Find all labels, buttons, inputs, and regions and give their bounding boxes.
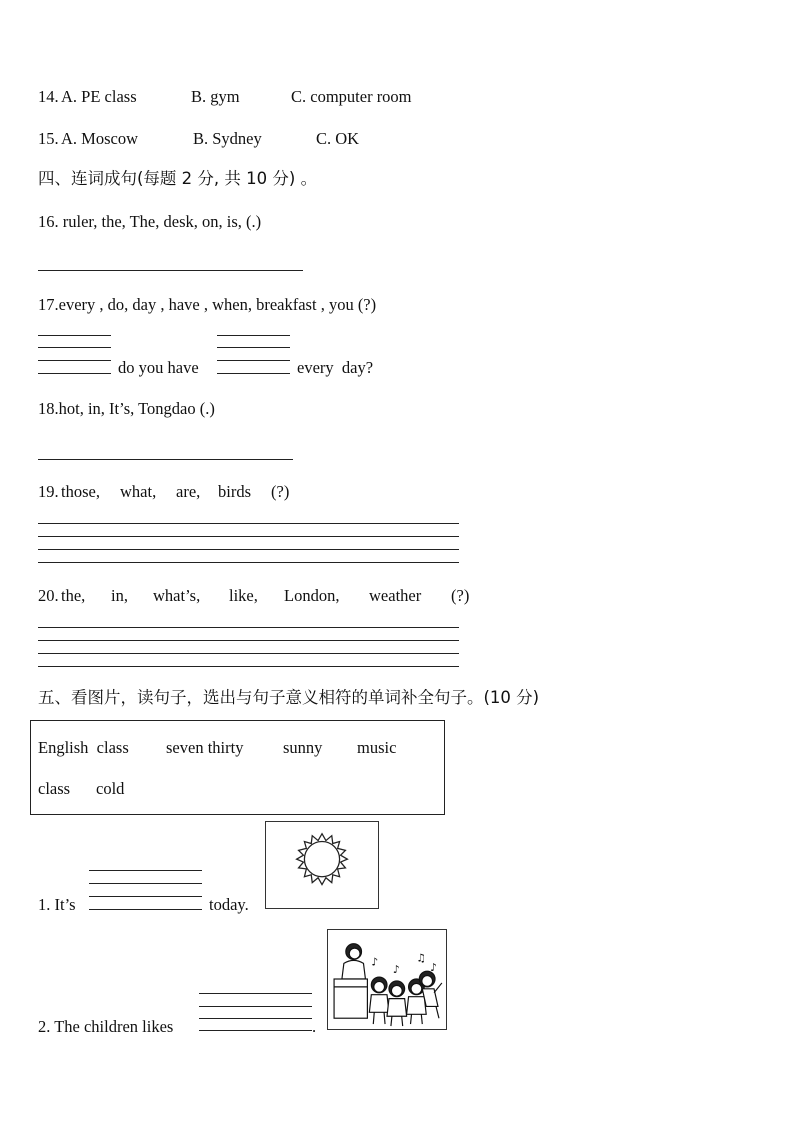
q17-blank2-line2[interactable] xyxy=(217,347,290,348)
q20-word: the, xyxy=(61,586,86,605)
svg-text:♪: ♪ xyxy=(371,955,379,969)
q20-number: 20. xyxy=(38,586,59,605)
q17-blank1-line2[interactable] xyxy=(38,347,111,348)
q19-answer-line[interactable] xyxy=(38,549,459,550)
q17-middle-text: do you have xyxy=(118,358,199,377)
q19-word: are, xyxy=(176,482,201,501)
q20-word: in, xyxy=(111,586,128,605)
q20-answer-line[interactable] xyxy=(38,666,459,667)
q20-answer-line[interactable] xyxy=(38,627,459,628)
q17-blank2-line3[interactable] xyxy=(217,360,290,361)
word-bank-item: music xyxy=(357,738,397,757)
section-5-heading: 五、看图片，读句子，选出与句子意义相符的单词补全句子。(10 分) xyxy=(38,688,540,707)
q19-word: (?) xyxy=(271,482,290,501)
q16-answer-line[interactable] xyxy=(38,270,303,271)
q20-word: (?) xyxy=(451,586,470,605)
q17-blank1-line4[interactable] xyxy=(38,373,111,374)
pic-q2-blank-line[interactable] xyxy=(199,1030,312,1031)
q19-answer-line[interactable] xyxy=(38,523,459,524)
pic-q1-blank-line[interactable] xyxy=(89,909,202,910)
pic-q1-blank-line[interactable] xyxy=(89,896,202,897)
q19-word: what, xyxy=(120,482,157,501)
word-bank-item: sunny xyxy=(283,738,323,757)
section-4-heading: 四、连词成句(每题 2 分, 共 10 分) 。 xyxy=(38,169,318,188)
q19-answer-line[interactable] xyxy=(38,562,459,563)
q19-word: birds xyxy=(218,482,251,501)
svg-text:♪: ♪ xyxy=(430,961,438,975)
q16-prompt: 16. ruler, the, The, desk, on, is, (.) xyxy=(38,212,262,231)
q14-number: 14. xyxy=(38,87,59,106)
q19-word: those, xyxy=(61,482,100,501)
pic-q2-blank-line[interactable] xyxy=(199,993,312,994)
svg-text:♫: ♫ xyxy=(416,951,427,965)
pic-q2-blank-line[interactable] xyxy=(199,1018,312,1019)
q15-option-c: C. OK xyxy=(316,129,360,148)
word-bank-item: cold xyxy=(96,779,125,798)
q20-answer-line[interactable] xyxy=(38,640,459,641)
q14-option-b: B. gym xyxy=(191,87,240,106)
word-bank-box xyxy=(30,720,445,815)
q18-prompt: 18.hot, in, It’s, Tongdao (.) xyxy=(38,399,215,418)
pic-q2-after: . xyxy=(312,1017,317,1036)
q15-number: 15. xyxy=(38,129,59,148)
word-bank-item: English class xyxy=(38,738,129,757)
q20-word: weather xyxy=(369,586,422,605)
word-bank-item: seven thirty xyxy=(166,738,244,757)
q20-answer-line[interactable] xyxy=(38,653,459,654)
q17-blank2-line1[interactable] xyxy=(217,335,290,336)
pic-q1-blank-line[interactable] xyxy=(89,870,202,871)
q17-blank1-line3[interactable] xyxy=(38,360,111,361)
q17-blank2-line4[interactable] xyxy=(217,373,290,374)
q20-word: like, xyxy=(229,586,258,605)
pic-q1-after: today. xyxy=(209,895,249,914)
q17-prompt: 17.every , do, day , have , when, breakfast , you (?) xyxy=(38,295,377,314)
pic-q1-blank-line[interactable] xyxy=(89,883,202,884)
q18-answer-line[interactable] xyxy=(38,459,293,460)
pic-q2-blank-line[interactable] xyxy=(199,1006,312,1007)
q14-option-a: A. PE class xyxy=(61,87,137,106)
q17-end-text: every day? xyxy=(297,358,374,377)
q14-option-c: C. computer room xyxy=(291,87,412,106)
q19-number: 19. xyxy=(38,482,59,501)
children-singing-icon xyxy=(327,929,447,1030)
q17-blank1-line1[interactable] xyxy=(38,335,111,336)
q15-option-b: B. Sydney xyxy=(193,129,262,148)
pic-q1-before: 1. It’s xyxy=(38,895,76,914)
q19-answer-line[interactable] xyxy=(38,536,459,537)
svg-text:♪: ♪ xyxy=(392,963,400,977)
sun-icon xyxy=(265,821,379,909)
pic-q2-before: 2. The children likes xyxy=(38,1017,174,1036)
q15-option-a: A. Moscow xyxy=(61,129,138,148)
q20-word: London, xyxy=(284,586,340,605)
q20-word: what’s, xyxy=(153,586,201,605)
word-bank-item: class xyxy=(38,779,71,798)
